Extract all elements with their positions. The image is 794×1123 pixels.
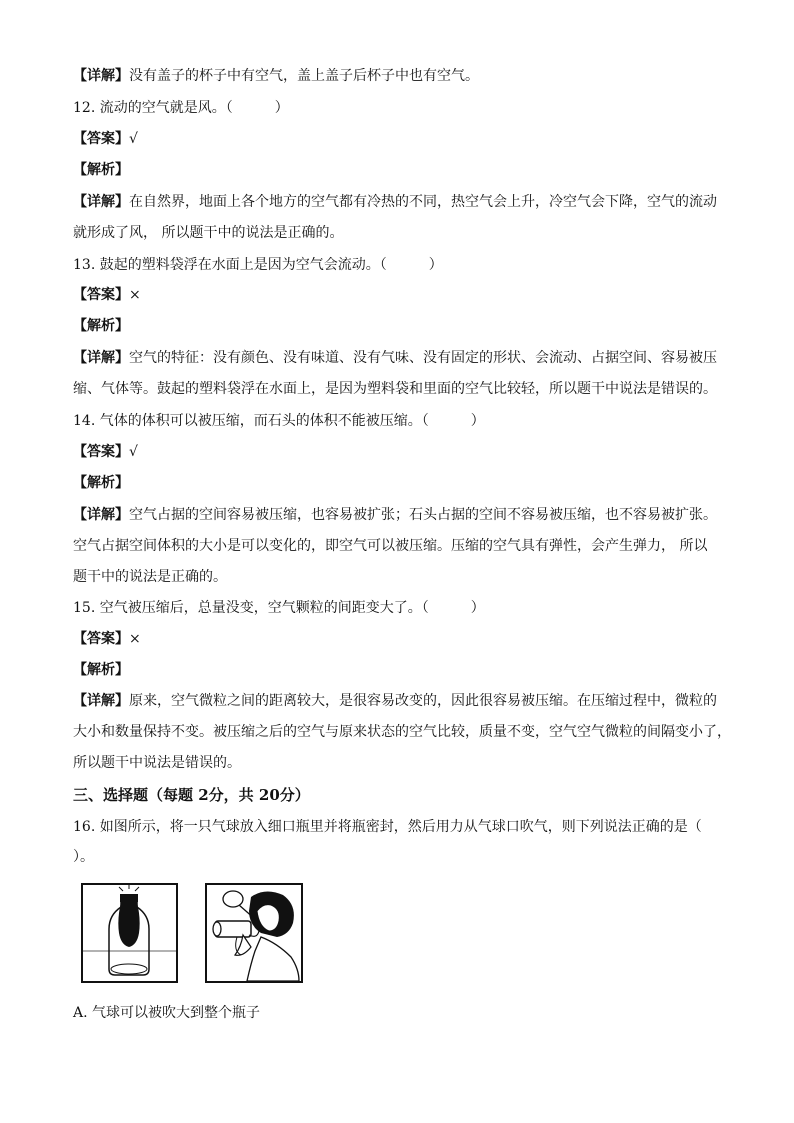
line-text: 原来，空气微粒之间的距离较大，是很容易改变的，因此很容易被压缩。在压缩过程中，微粒的 — [129, 693, 717, 709]
line-tag: 【详解】 — [73, 350, 129, 366]
line-text: 就形成了风， 所以题干中的说法是正确的。 — [73, 225, 344, 241]
line-text: 缩、气体等。鼓起的塑料袋浮在水面上，是因为塑料袋和里面的空气比较轻，所以题干中说法是错误的。 — [73, 381, 717, 397]
text-line — [73, 411, 723, 431]
text-line — [73, 129, 723, 149]
text-line — [73, 160, 723, 180]
line-tag: 【详解】 — [73, 194, 129, 210]
line-tag: 【解析】 — [73, 162, 129, 178]
line-tag: 【详解】 — [73, 68, 129, 84]
line-text: 没有盖子的杯子中有空气，盖上盖子后杯子中也有空气。 — [129, 68, 479, 84]
question-16-line-1: 16. 如图所示，将一只气球放入细口瓶里并将瓶密封，然后用力从气球口吹气，则下列说法正确的是（ — [73, 819, 702, 835]
text-line — [73, 753, 723, 773]
line-tag: 【答案】 — [73, 444, 129, 460]
line-text: 空气占据空间体积的大小是可以变化的，即空气可以被压缩。压缩的空气具有弹性，会产生弹力， 所以 — [73, 538, 708, 554]
text-line — [73, 192, 723, 212]
line-text: 大小和数量保持不变。被压缩之后的空气与原来状态的空气比较，质量不变，空气空气微粒的间隔变小了， — [73, 724, 731, 740]
text-line — [73, 285, 723, 305]
line-text: 15. 空气被压缩后，总量没变，空气颗粒的间距变大了。（ ） — [73, 600, 485, 616]
line-text: 题干中的说法是正确的。 — [73, 569, 227, 585]
text-line — [73, 691, 723, 711]
option-a: A. 气球可以被吹大到整个瓶子 — [73, 1005, 261, 1021]
line-text: √ — [129, 131, 138, 147]
line-tag: 【答案】 — [73, 131, 129, 147]
person-blowing-illustration — [207, 885, 301, 981]
text-line — [73, 316, 723, 336]
line-text: 空气占据的空间容易被压缩，也容易被扩张；石头占据的空间不容易被压缩，也不容易被扩张。 — [129, 507, 717, 523]
text-line — [73, 255, 723, 275]
line-text: 13. 鼓起的塑料袋浮在水面上是因为空气会流动。（ ） — [73, 257, 443, 273]
line-text: × — [129, 287, 141, 303]
line-tag: 【答案】 — [73, 631, 129, 647]
text-line — [73, 660, 723, 680]
text-line — [73, 629, 723, 649]
line-tag: 【解析】 — [73, 318, 129, 334]
line-text: 14. 气体的体积可以被压缩，而石头的体积不能被压缩。（ ） — [73, 413, 485, 429]
line-text: 12. 流动的空气就是风。（ ） — [73, 100, 289, 116]
line-tag: 【解析】 — [73, 662, 129, 678]
text-line — [73, 536, 723, 556]
text-line — [73, 722, 731, 742]
line-tag: 【解析】 — [73, 475, 129, 491]
bottle-balloon-figure — [81, 883, 178, 983]
line-tag: 【详解】 — [73, 693, 129, 709]
bottle-balloon-illustration — [83, 885, 176, 981]
text-line — [73, 348, 723, 368]
text-line — [73, 505, 723, 525]
text-line — [73, 223, 723, 243]
text-line — [73, 473, 723, 493]
text-line — [73, 442, 723, 462]
line-text: √ — [129, 444, 138, 460]
line-text: 空气的特征：没有颜色、没有味道、没有气味、没有固定的形状、会流动、占据空间、容易被压 — [129, 350, 717, 366]
line-text: × — [129, 631, 141, 647]
text-line — [73, 567, 723, 587]
text-line — [73, 379, 723, 399]
text-line — [73, 66, 723, 86]
line-text: 所以题干中说法是错误的。 — [73, 755, 241, 771]
line-tag: 【详解】 — [73, 507, 129, 523]
line-text: 在自然界，地面上各个地方的空气都有冷热的不同，热空气会上升，冷空气会下降，空气的流动 — [129, 194, 717, 210]
person-blowing-figure — [205, 883, 303, 983]
section-title: 三、选择题（每题 2分，共 20分） — [73, 786, 310, 804]
line-tag: 【答案】 — [73, 287, 129, 303]
question-16-line-2: ）。 — [73, 849, 94, 865]
text-line — [73, 598, 723, 618]
text-line — [73, 98, 723, 118]
